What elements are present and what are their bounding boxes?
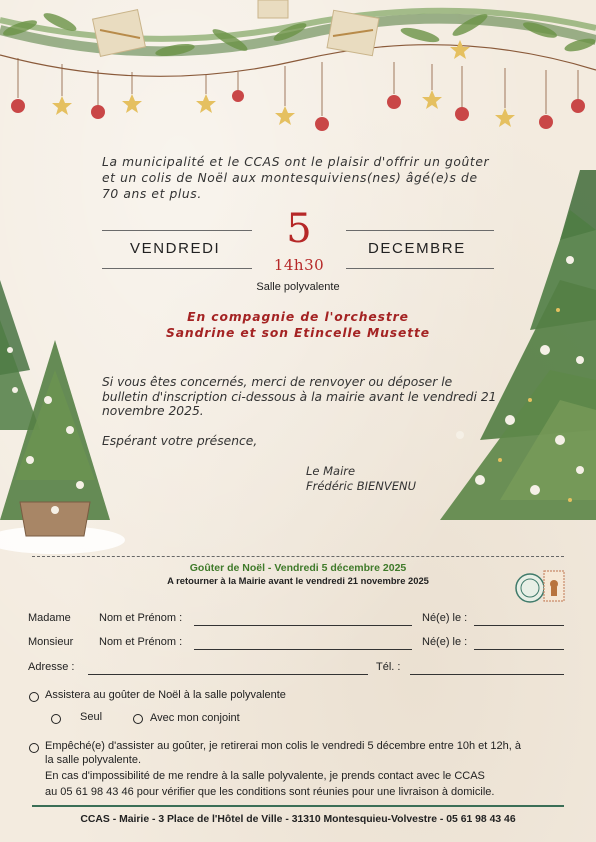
monsieur-birth-label: Né(e) le :: [422, 636, 468, 648]
phone-label: Tél. :: [376, 661, 401, 673]
event-venue: Salle polyvalente: [256, 281, 340, 293]
alone-radio[interactable]: [51, 714, 61, 724]
attend-label: Assistera au goûter de Noël à la salle polyvalente: [45, 689, 286, 701]
absent-line-4: au 05 61 98 43 46 pour vérifier que les conditions sont réunies pour une livraison à domicile.: [45, 786, 495, 798]
madame-birth-label: Né(e) le :: [422, 612, 468, 624]
divider-top-left: [102, 230, 252, 231]
christmas-garland-icon: [0, 0, 596, 140]
event-weekday: VENDREDI: [130, 240, 221, 257]
closing-line: Espérant votre présence,: [102, 434, 258, 448]
address-field[interactable]: [88, 674, 368, 675]
footer-rule: [32, 805, 564, 807]
spouse-radio[interactable]: [133, 714, 143, 724]
madame-name-label: Nom et Prénom :: [99, 612, 183, 624]
divider-bottom-right: [346, 268, 494, 269]
form-title: Goûter de Noël - Vendredi 5 décembre 2025: [189, 562, 407, 574]
madame-label: Madame: [28, 612, 71, 624]
absent-radio[interactable]: [29, 743, 39, 753]
cut-line: [32, 556, 564, 557]
divider-top-right: [346, 230, 494, 231]
signature-name: Frédéric BIENVENU: [306, 479, 416, 493]
divider-bottom-left: [102, 268, 252, 269]
absent-line-3: En cas d'impossibilité de me rendre à la salle polyvalente, je prends contact avec le CCAS: [45, 770, 485, 782]
orchestra-line-2: Sandrine et son Etincelle Musette: [165, 326, 431, 340]
madame-birth-field[interactable]: [474, 625, 564, 626]
monsieur-name-field[interactable]: [194, 649, 412, 650]
intro-paragraph: La municipalité et le CCAS ont le plaisir d'offrir un goûter et un colis de Noël aux montesquiviens(nes) âgé(e)s de 70 ans et plus.: [102, 155, 490, 201]
event-month: DECEMBRE: [368, 240, 466, 257]
address-label: Adresse :: [28, 661, 75, 673]
attend-radio[interactable]: [29, 692, 39, 702]
event-time: 14h30: [273, 256, 325, 274]
orchestra-line-1: En compagnie de l'orchestre: [187, 310, 409, 324]
monsieur-birth-field[interactable]: [474, 649, 564, 650]
footer-contact: CCAS - Mairie - 3 Place de l'Hôtel de Ville - 31310 Montesquieu-Volvestre - 05 61 98 43 46: [80, 814, 516, 825]
christmas-tree-icon: [440, 170, 596, 540]
absent-line-1: Empêché(e) d'assister au goûter, je retirerai mon colis le vendredi 5 décembre entre 10h et 12h, à: [45, 740, 521, 752]
christmas-tree-icon: [0, 280, 130, 560]
signature-role: Le Maire: [306, 464, 356, 478]
spouse-label: Avec mon conjoint: [150, 712, 240, 724]
madame-name-field[interactable]: [194, 625, 412, 626]
monsieur-label: Monsieur: [28, 636, 74, 648]
form-subtitle: A retourner à la Mairie avant le vendredi 21 novembre 2025: [167, 575, 429, 586]
absent-line-2: la salle polyvalente.: [45, 754, 142, 766]
monsieur-name-label: Nom et Prénom :: [99, 636, 183, 648]
phone-field[interactable]: [410, 674, 564, 675]
postage-stamp-icon: [514, 568, 568, 608]
event-day-number: 5: [286, 206, 312, 252]
request-paragraph: Si vous êtes concernés, merci de renvoyer ou déposer le bulletin d'inscription ci-dessous à la mairie avant le vendredi 21 novembre 2025.: [102, 375, 497, 419]
alone-label: Seul: [80, 711, 103, 723]
